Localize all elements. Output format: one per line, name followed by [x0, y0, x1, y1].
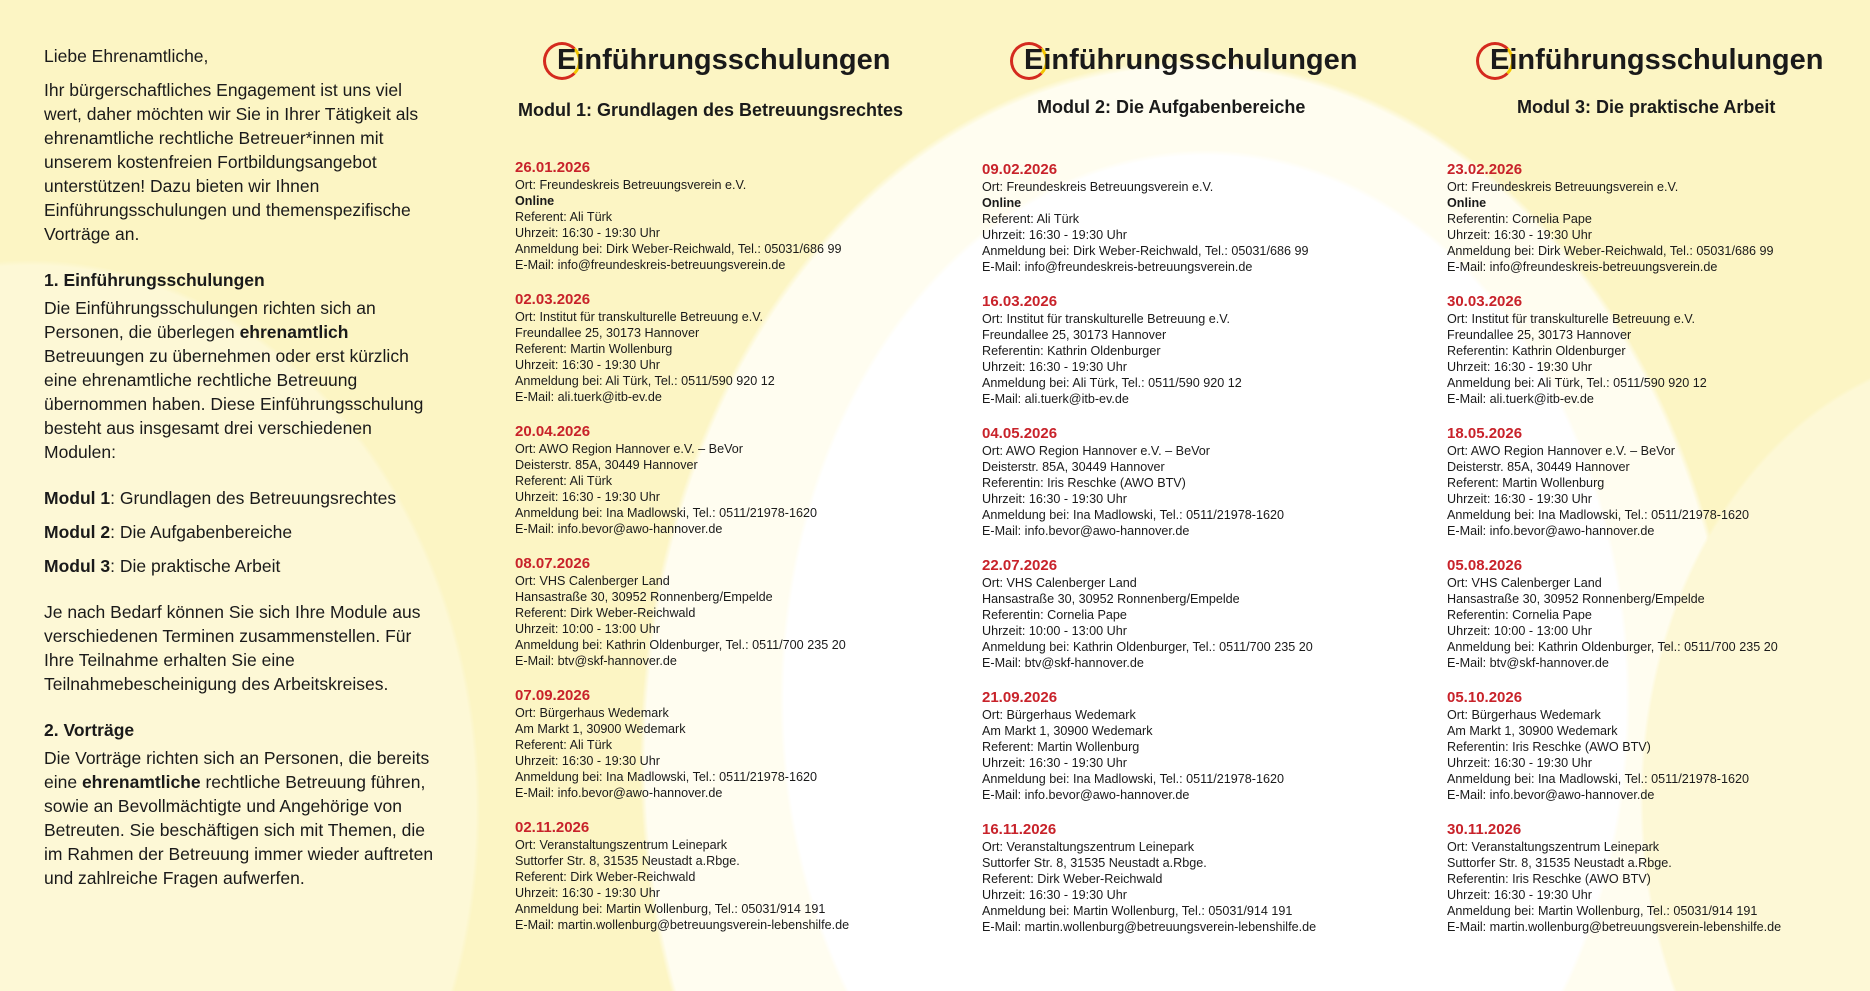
entry-line: Anmeldung bei: Ina Madlowski, Tel.: 0511/21978-1620 [1447, 508, 1749, 522]
entry-line: Anmeldung bei: Martin Wollenburg, Tel.: 05031/914 191 [1447, 904, 1758, 918]
entry-line: Uhrzeit: 16:30 - 19:30 Uhr [515, 226, 660, 240]
entry-date: 05.08.2026 [1447, 557, 1523, 574]
entry-line: Uhrzeit: 10:00 - 13:00 Uhr [1447, 624, 1592, 638]
entry-line: Referent: Martin Wollenburg [982, 740, 1140, 754]
entry-line: Online [515, 194, 555, 208]
entry-line: Uhrzeit: 16:30 - 19:30 Uhr [515, 754, 660, 768]
schedule-list [982, 161, 1392, 953]
entry-line: Hansastraße 30, 30952 Ronnenberg/Empelde [515, 590, 773, 604]
entry-line: Ort: Bürgerhaus Wedemark [1447, 708, 1601, 722]
schedule-entry [1447, 293, 1857, 425]
entry-line: Uhrzeit: 16:30 - 19:30 Uhr [1447, 228, 1592, 242]
entry-line: Ort: Bürgerhaus Wedemark [982, 708, 1136, 722]
entry-line: Referent: Dirk Weber-Reichwald [515, 606, 696, 620]
entry-date: 30.11.2026 [1447, 821, 1522, 838]
entry-line: Anmeldung bei: Dirk Weber-Reichwald, Tel.: 05031/686 99 [1447, 244, 1774, 258]
entry-line: Referentin: Kathrin Oldenburger [982, 344, 1161, 358]
module-list [44, 486, 434, 578]
entry-line: Uhrzeit: 10:00 - 13:00 Uhr [515, 622, 660, 636]
entry-line: Suttorfer Str. 8, 31535 Neustadt a.Rbge. [1447, 856, 1672, 870]
entry-line: E-Mail: ali.tuerk@itb-ev.de [982, 392, 1129, 406]
entry-line: Ort: VHS Calenberger Land [982, 576, 1137, 590]
entry-date: 26.01.2026 [515, 159, 591, 176]
entry-line: Deisterstr. 85A, 30449 Hannover [515, 458, 698, 472]
entry-line: Referentin: Cornelia Pape [982, 608, 1127, 622]
entry-line: Referent: Ali Türk [982, 212, 1080, 226]
entry-line: Am Markt 1, 30900 Wedemark [515, 722, 686, 736]
entry-line: E-Mail: info.bevor@awo-hannover.de [515, 522, 723, 536]
entry-line: Ort: AWO Region Hannover e.V. – BeVor [982, 444, 1210, 458]
entry-line: Uhrzeit: 10:00 - 13:00 Uhr [982, 624, 1127, 638]
entry-line: E-Mail: martin.wollenburg@betreuungsverein-lebenshilfe.de [982, 920, 1317, 934]
entry-line: Ort: Institut für transkulturelle Betreuung e.V. [515, 310, 764, 324]
entry-line: E-Mail: info@freundeskreis-betreuungsverein.de [515, 258, 786, 272]
entry-date: 22.07.2026 [982, 557, 1058, 574]
entry-line: Am Markt 1, 30900 Wedemark [1447, 724, 1618, 738]
entry-date: 04.05.2026 [982, 425, 1058, 442]
entry-line: Uhrzeit: 16:30 - 19:30 Uhr [515, 490, 660, 504]
schedule-entry [1447, 821, 1857, 953]
entry-line: Referentin: Iris Reschke (AWO BTV) [1447, 740, 1651, 754]
schedule-entry [982, 425, 1392, 557]
entry-line: Ort: AWO Region Hannover e.V. – BeVor [515, 442, 743, 456]
entry-line: Referentin: Kathrin Oldenburger [1447, 344, 1626, 358]
entry-line: Ort: VHS Calenberger Land [515, 574, 670, 588]
entry-date: 30.03.2026 [1447, 293, 1523, 310]
entry-line: E-Mail: info.bevor@awo-hannover.de [1447, 788, 1655, 802]
module-subtitle: Modul 3: Die praktische Arbeit [1517, 97, 1776, 117]
entry-line: Ort: Veranstaltungszentrum Leinepark [1447, 840, 1660, 854]
schedule-entry [515, 159, 925, 291]
entry-line: Ort: VHS Calenberger Land [1447, 576, 1602, 590]
entry-date: 23.02.2026 [1447, 161, 1523, 178]
entry-line: Freundallee 25, 30173 Hannover [982, 328, 1167, 342]
module-item: Modul 1: Grundlagen des Betreuungsrechtes [44, 488, 397, 508]
schedule-entry [1447, 425, 1857, 557]
paragraph: Die Vorträge richten sich an Personen, die bereits eine ehrenamtliche rechtliche Betreuung führen, sowie an Bevollmächtigte und Angehörige von Betreuten. Sie beschäftigen sich mit Themen, die im Rahmen der Betreuung immer wieder auftreten und zahlreiche Fragen aufwerfen. [44, 748, 434, 888]
schedule-list [515, 159, 925, 951]
greeting: Liebe Ehrenamtliche, [44, 46, 209, 66]
entry-date: 18.05.2026 [1447, 425, 1523, 442]
entry-line: Anmeldung bei: Ina Madlowski, Tel.: 0511/21978-1620 [982, 508, 1284, 522]
entry-line: Referent: Martin Wollenburg [1447, 476, 1605, 490]
entry-line: Anmeldung bei: Kathrin Oldenburger, Tel.: 0511/700 235 20 [1447, 640, 1778, 654]
schedule-list [1447, 161, 1857, 953]
entry-line: Anmeldung bei: Ina Madlowski, Tel.: 0511/21978-1620 [982, 772, 1284, 786]
entry-line: Ort: Veranstaltungszentrum Leinepark [982, 840, 1195, 854]
entry-line: Uhrzeit: 16:30 - 19:30 Uhr [982, 756, 1127, 770]
entry-line: Uhrzeit: 16:30 - 19:30 Uhr [982, 492, 1127, 506]
entry-line: Ort: AWO Region Hannover e.V. – BeVor [1447, 444, 1675, 458]
entry-line: Uhrzeit: 16:30 - 19:30 Uhr [982, 888, 1127, 902]
entry-line: Referent: Ali Türk [515, 210, 613, 224]
entry-line: Uhrzeit: 16:30 - 19:30 Uhr [1447, 888, 1592, 902]
schedule-entry [1447, 689, 1857, 821]
entry-line: Referentin: Cornelia Pape [1447, 608, 1592, 622]
schedule-entry [1447, 557, 1857, 689]
section-heading: 2. Vorträge [44, 720, 135, 740]
entry-line: Uhrzeit: 16:30 - 19:30 Uhr [1447, 756, 1592, 770]
section-heading: 1. Einführungsschulungen [44, 270, 265, 290]
entry-line: Online [1447, 196, 1487, 210]
entry-date: 02.11.2026 [515, 819, 590, 836]
entry-line: Anmeldung bei: Ina Madlowski, Tel.: 0511/21978-1620 [515, 506, 817, 520]
entry-line: Anmeldung bei: Martin Wollenburg, Tel.: 05031/914 191 [515, 902, 826, 916]
column-title: Einführungsschulungen [557, 44, 891, 77]
entry-line: Anmeldung bei: Ali Türk, Tel.: 0511/590 920 12 [515, 374, 775, 388]
entry-date: 09.02.2026 [982, 161, 1058, 178]
schedule-entry [515, 687, 925, 819]
entry-line: Uhrzeit: 16:30 - 19:30 Uhr [982, 360, 1127, 374]
entry-line: E-Mail: ali.tuerk@itb-ev.de [515, 390, 662, 404]
entry-date: 07.09.2026 [515, 687, 591, 704]
entry-line: Referent: Martin Wollenburg [515, 342, 673, 356]
entry-line: Ort: Veranstaltungszentrum Leinepark [515, 838, 728, 852]
entry-line: E-Mail: info.bevor@awo-hannover.de [1447, 524, 1655, 538]
entry-line: Anmeldung bei: Kathrin Oldenburger, Tel.: 0511/700 235 20 [515, 638, 846, 652]
schedule-entry [982, 821, 1392, 953]
entry-line: Referent: Dirk Weber-Reichwald [982, 872, 1163, 886]
intro-text [44, 44, 434, 900]
entry-line: Anmeldung bei: Ali Türk, Tel.: 0511/590 920 12 [1447, 376, 1707, 390]
paragraph: Die Einführungsschulungen richten sich an Personen, die überlegen ehrenamtlich Betreuungen zu übernehmen oder erst kürzlich eine ehrenamtliche rechtliche Betreuung übernommen haben. Diese Einführungsschulung besteht aus insgesamt drei verschiedenen Modulen: [44, 298, 424, 462]
entry-line: Anmeldung bei: Dirk Weber-Reichwald, Tel.: 05031/686 99 [515, 242, 842, 256]
entry-line: Referentin: Cornelia Pape [1447, 212, 1592, 226]
schedule-entry [1447, 161, 1857, 293]
entry-line: Referent: Dirk Weber-Reichwald [515, 870, 696, 884]
entry-line: Suttorfer Str. 8, 31535 Neustadt a.Rbge. [515, 854, 740, 868]
entry-line: Freundallee 25, 30173 Hannover [515, 326, 700, 340]
entry-line: E-Mail: btv@skf-hannover.de [1447, 656, 1609, 670]
entry-line: Ort: Institut für transkulturelle Betreuung e.V. [982, 312, 1231, 326]
entry-line: Suttorfer Str. 8, 31535 Neustadt a.Rbge. [982, 856, 1207, 870]
entry-line: Ort: Freundeskreis Betreuungsverein e.V. [982, 180, 1214, 194]
entry-line: Anmeldung bei: Ina Madlowski, Tel.: 0511/21978-1620 [1447, 772, 1749, 786]
schedule-entry [982, 161, 1392, 293]
entry-line: E-Mail: btv@skf-hannover.de [982, 656, 1144, 670]
schedule-entry [982, 293, 1392, 425]
entry-line: Uhrzeit: 16:30 - 19:30 Uhr [1447, 492, 1592, 506]
paragraph: Je nach Bedarf können Sie sich Ihre Module aus verschiedenen Terminen zusammenstellen. Für Ihre Teilnahme erhalten Sie eine Teilnahmebescheinigung des Arbeitskreises. [44, 602, 421, 694]
entry-line: Anmeldung bei: Dirk Weber-Reichwald, Tel.: 05031/686 99 [982, 244, 1309, 258]
entry-date: 16.11.2026 [982, 821, 1057, 838]
intro-paragraph: Ihr bürgerschaftliches Engagement ist uns viel wert, daher möchten wir Sie in Ihrer Tätigkeit als ehrenamtliche rechtliche Betreuer*innen mit unserem kostenfreien Fortbildungsangebot unterstützen! Dazu bieten wir Ihnen Einführungsschulungen und themenspezifische Vorträge an. [44, 80, 419, 244]
entry-line: Referentin: Iris Reschke (AWO BTV) [1447, 872, 1651, 886]
entry-line: E-Mail: martin.wollenburg@betreuungsverein-lebenshilfe.de [515, 918, 850, 932]
entry-line: Online [982, 196, 1022, 210]
entry-line: Ort: Freundeskreis Betreuungsverein e.V. [1447, 180, 1679, 194]
entry-line: E-Mail: martin.wollenburg@betreuungsverein-lebenshilfe.de [1447, 920, 1782, 934]
entry-line: Anmeldung bei: Ina Madlowski, Tel.: 0511/21978-1620 [515, 770, 817, 784]
schedule-entry [515, 423, 925, 555]
entry-line: Deisterstr. 85A, 30449 Hannover [1447, 460, 1630, 474]
entry-line: Hansastraße 30, 30952 Ronnenberg/Empelde [1447, 592, 1705, 606]
entry-line: E-Mail: info@freundeskreis-betreuungsverein.de [982, 260, 1253, 274]
entry-line: Anmeldung bei: Kathrin Oldenburger, Tel.: 0511/700 235 20 [982, 640, 1313, 654]
entry-line: E-Mail: info.bevor@awo-hannover.de [982, 524, 1190, 538]
entry-date: 02.03.2026 [515, 291, 591, 308]
entry-line: Anmeldung bei: Martin Wollenburg, Tel.: 05031/914 191 [982, 904, 1293, 918]
entry-line: Ort: Institut für transkulturelle Betreuung e.V. [1447, 312, 1696, 326]
entry-line: Freundallee 25, 30173 Hannover [1447, 328, 1632, 342]
entry-date: 05.10.2026 [1447, 689, 1523, 706]
module-item: Modul 2: Die Aufgabenbereiche [44, 522, 293, 542]
entry-line: Referent: Ali Türk [515, 474, 613, 488]
schedule-entry [515, 819, 925, 951]
module-subtitle: Modul 2: Die Aufgabenbereiche [1037, 97, 1306, 117]
module-item: Modul 3: Die praktische Arbeit [44, 556, 281, 576]
entry-date: 21.09.2026 [982, 689, 1058, 706]
entry-line: Hansastraße 30, 30952 Ronnenberg/Empelde [982, 592, 1240, 606]
module-subtitle: Modul 1: Grundlagen des Betreuungsrechtes [518, 100, 904, 120]
entry-line: Uhrzeit: 16:30 - 19:30 Uhr [1447, 360, 1592, 374]
entry-line: E-Mail: info.bevor@awo-hannover.de [515, 786, 723, 800]
entry-date: 16.03.2026 [982, 293, 1058, 310]
entry-date: 20.04.2026 [515, 423, 591, 440]
column-title: Einführungsschulungen [1024, 44, 1358, 77]
entry-line: Uhrzeit: 16:30 - 19:30 Uhr [982, 228, 1127, 242]
entry-line: Anmeldung bei: Ali Türk, Tel.: 0511/590 920 12 [982, 376, 1242, 390]
entry-line: Uhrzeit: 16:30 - 19:30 Uhr [515, 886, 660, 900]
entry-line: E-Mail: info@freundeskreis-betreuungsverein.de [1447, 260, 1718, 274]
entry-line: E-Mail: info.bevor@awo-hannover.de [982, 788, 1190, 802]
entry-line: Uhrzeit: 16:30 - 19:30 Uhr [515, 358, 660, 372]
schedule-entry [982, 557, 1392, 689]
schedule-entry [982, 689, 1392, 821]
entry-line: E-Mail: ali.tuerk@itb-ev.de [1447, 392, 1594, 406]
entry-line: Ort: Freundeskreis Betreuungsverein e.V. [515, 178, 747, 192]
schedule-entry [515, 555, 925, 687]
entry-line: Ort: Bürgerhaus Wedemark [515, 706, 669, 720]
entry-line: E-Mail: btv@skf-hannover.de [515, 654, 677, 668]
entry-line: Referent: Ali Türk [515, 738, 613, 752]
entry-line: Am Markt 1, 30900 Wedemark [982, 724, 1153, 738]
entry-date: 08.07.2026 [515, 555, 591, 572]
entry-line: Referentin: Iris Reschke (AWO BTV) [982, 476, 1186, 490]
column-title: Einführungsschulungen [1490, 44, 1824, 77]
schedule-entry [515, 291, 925, 423]
entry-line: Deisterstr. 85A, 30449 Hannover [982, 460, 1165, 474]
